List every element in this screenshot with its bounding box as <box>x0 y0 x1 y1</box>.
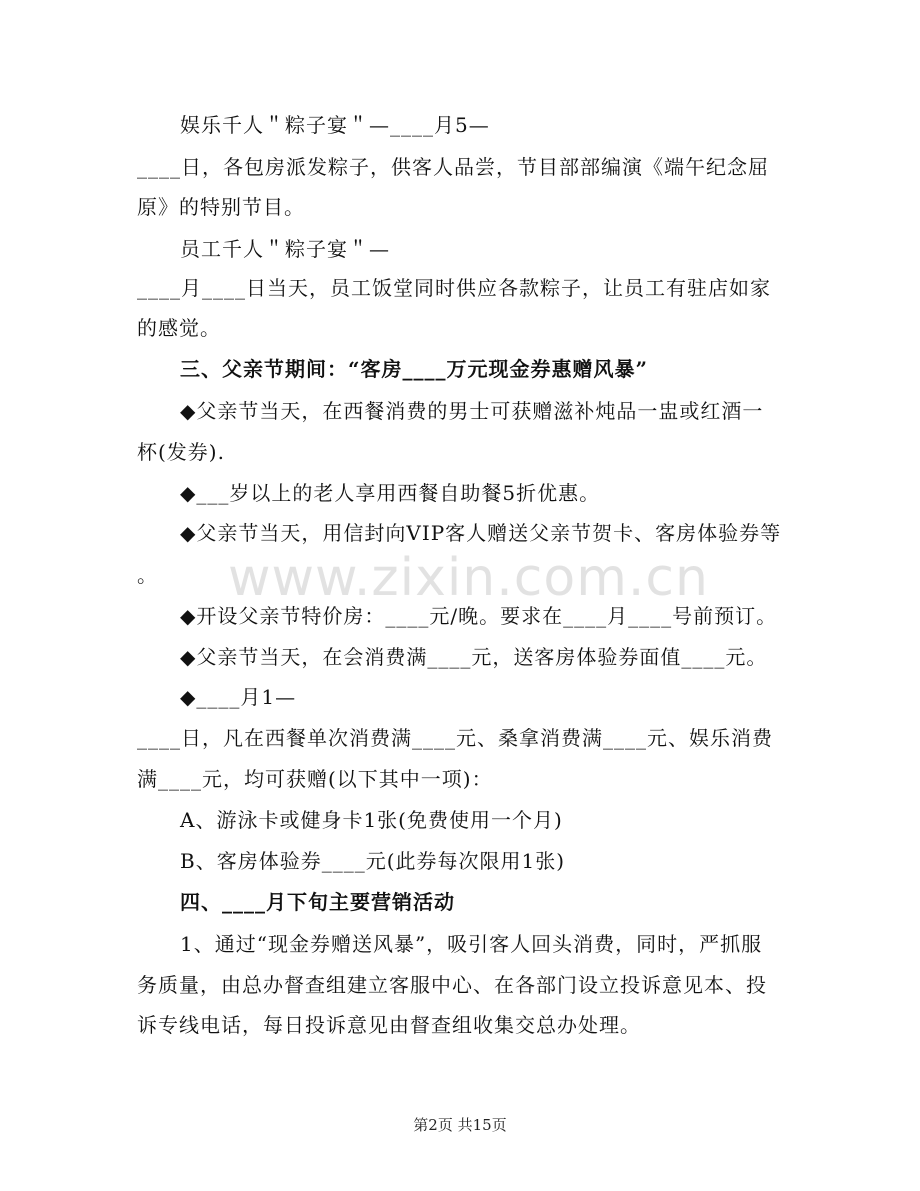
text-line: ◆开设父亲节特价房：____元/晚。要求在____月____号前预订。 <box>180 604 778 628</box>
text-line: 娱乐千人＂粽子宴＂—____月5— <box>180 113 490 137</box>
page-footer: 第2页 共15页 <box>413 1116 507 1134</box>
text-line: ◆父亲节当天，在会消费满____元，送客房体验券面值____元。 <box>180 645 768 669</box>
text-line: 务质量，由总办督查组建立客服中心、在各部门设立投诉意见本、投 <box>137 973 767 997</box>
section-heading: 四、____月下旬主要营销活动 <box>180 890 455 914</box>
text-line: A、游泳卡或健身卡1张(免费使用一个月) <box>180 808 563 832</box>
text-line: 的感觉。 <box>137 316 221 340</box>
watermark: www.zixin.com.cn <box>228 548 709 608</box>
text-line: ____日，各包房派发粽子，供客人品尝，节目部部编演《端午纪念屈 <box>137 155 769 179</box>
text-line: 诉专线电话，每日投诉意见由督查组收集交总办处理。 <box>137 1013 641 1037</box>
text-line: 1、通过“现金券赠送风暴”，吸引客人回头消费，同时，严抓服 <box>180 932 763 956</box>
text-line: 原》的特别节目。 <box>137 195 305 219</box>
text-line: ◆父亲节当天，在西餐消费的男士可获赠滋补炖品一盅或红酒一 <box>180 399 764 423</box>
text-line: ◆____月1— <box>180 685 297 709</box>
text-line: 满____元，均可获赠(以下其中一项)： <box>137 767 493 791</box>
text-line: ◆父亲节当天，用信封向VIP客人赠送父亲节贺卡、客房体验券等 <box>180 521 782 545</box>
text-line: 杯(发券). <box>137 440 225 464</box>
text-line: 。 <box>137 563 158 587</box>
text-line: 员工千人＂粽子宴＂— <box>180 237 390 261</box>
text-line: B、客房体验券____元(此券每次限用1张) <box>180 849 566 873</box>
text-line: ◆___岁以上的老人享用西餐自助餐5折优惠。 <box>180 481 601 505</box>
text-line: ____日，凡在西餐单次消费满____元、桑拿消费满____元、娱乐消费 <box>137 726 773 750</box>
section-heading: 三、父亲节期间：“客房____万元现金券惠赠风暴” <box>180 357 649 381</box>
text-line: ____月____日当天，员工饭堂同时供应各款粽子，让员工有驻店如家 <box>137 276 771 300</box>
